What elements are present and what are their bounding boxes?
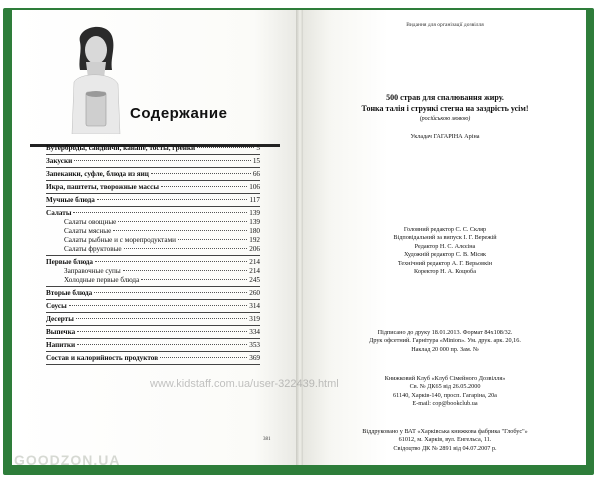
toc-item-label: Салаты фруктовые [64, 245, 122, 253]
toc-separator [46, 312, 260, 313]
toc-separator [46, 255, 260, 256]
toc-separator [46, 286, 260, 287]
toc-item-page: 214 [249, 258, 260, 266]
toc-item-page: 192 [249, 236, 260, 244]
toc-item-label: Салаты мясные [64, 227, 112, 235]
toc-item-page: 66 [252, 170, 260, 178]
book-title-line2: Тонка талія і стрункі стегна на заздрість усім! [361, 104, 529, 113]
printer-line: Свідоцтво ДК № 2891 від 04.07.2007 р. [393, 444, 497, 452]
toc-item [46, 170, 260, 179]
publisher-info [320, 375, 570, 409]
toc-separator [46, 325, 260, 326]
book-title-line1: 500 страв для спалювання жиру. [386, 93, 504, 102]
toc-item-page: 15 [252, 157, 260, 165]
printer-line: 61012, м. Харків, вул. Енгельса, 11. [398, 436, 492, 444]
publisher-line: Св. № ДК65 від 26.05.2000 [409, 383, 481, 391]
toc-leader-dots [73, 212, 247, 213]
toc-item [46, 276, 260, 285]
toc-item-label: Первые блюда [46, 258, 94, 266]
toc-item-page: 314 [249, 302, 260, 310]
toc-leader-dots [178, 239, 247, 240]
page-number: 381 [263, 437, 271, 442]
toc-item [46, 258, 260, 267]
toc-item [46, 183, 260, 192]
toc-leader-dots [76, 318, 247, 319]
credit-line: Художній редактор С. В. Місяк [403, 251, 487, 259]
toc-item-page: 245 [249, 276, 260, 284]
toc-item [46, 218, 260, 227]
toc-item-page: 334 [249, 328, 260, 336]
credit-line: Відповідальний за випуск І. Г. Вережій [393, 234, 497, 242]
toc-leader-dots [69, 305, 248, 306]
toc-item-page: 369 [249, 354, 260, 362]
toc-leader-dots [77, 331, 247, 332]
toc-separator [46, 206, 260, 207]
toc-item [46, 196, 260, 205]
toc-leader-dots [161, 186, 247, 187]
toc-item-label: Заправочные супы [64, 267, 121, 275]
toc-item [46, 302, 260, 311]
toc-leader-dots [118, 221, 247, 222]
toc-item [46, 328, 260, 337]
toc-item [46, 289, 260, 298]
toc-separator [46, 154, 260, 155]
toc-item-label: Мучные блюда [46, 196, 95, 204]
printer-info [320, 428, 570, 453]
publisher-line: 61140, Харків-140, просп. Гагаріна, 20а [393, 391, 497, 399]
toc-item-label: Напитки [46, 341, 76, 349]
toc-item-page: 117 [249, 196, 260, 204]
toc-item-page: 139 [249, 218, 260, 226]
toc-leader-dots [77, 344, 247, 345]
toc-leader-dots [124, 248, 248, 249]
watermark-goodzon: GOODZON.UA [14, 452, 121, 468]
toc-separator [46, 167, 260, 168]
toc-item-page: 214 [249, 267, 260, 275]
compiler: Укладач ГАГАРІНА Аріна [410, 133, 480, 140]
toc-item [46, 236, 260, 245]
publisher-line: E-mail: cop@bookclub.ua [412, 400, 478, 408]
toc-leader-dots [94, 292, 247, 293]
toc-item-page: 180 [249, 227, 260, 235]
toc-item-page: 106 [249, 183, 260, 191]
toc-item-label: Выпечка [46, 328, 76, 336]
table-of-contents [46, 144, 260, 367]
toc-item-label: Состав и калорийность продуктов [46, 354, 159, 362]
toc-leader-dots [151, 173, 251, 174]
toc-item [46, 157, 260, 166]
toc-item-label: Закуски [46, 157, 73, 165]
language-note: (російською мовою) [419, 116, 471, 122]
toc-item [46, 245, 260, 254]
toc-separator [46, 338, 260, 339]
print-info-line: Друк офсетний. Гарнітура «Minion». Ум. друк. арк. 20,16. [369, 337, 521, 345]
toc-item-label: Икра, паштеты, творожные массы [46, 183, 159, 191]
toc-item-page: 319 [249, 315, 260, 323]
toc-leader-dots [141, 279, 247, 280]
toc-separator [46, 364, 260, 365]
toc-item [46, 341, 260, 350]
toc-item-label: Соусы [46, 302, 67, 310]
toc-item-label: Салаты овощные [64, 218, 117, 226]
toc-leader-dots [123, 270, 247, 271]
print-info-line: Підписано до друку 18.01.2013. Формат 84х108/32. [377, 329, 513, 336]
watermark-kidstaff: www.kidstaff.com.ua/user-322439.html [150, 378, 339, 390]
toc-item [46, 315, 260, 324]
toc-leader-dots [74, 160, 251, 161]
toc-leader-dots [197, 147, 254, 148]
toc-item-page: 5 [256, 144, 260, 152]
toc-item-label: Салаты [46, 209, 72, 217]
credit-line: Редактор Н. С. Алєєіна [414, 242, 476, 250]
toc-item-page: 206 [249, 245, 260, 253]
toc-item [46, 144, 260, 153]
credit-line: Технічний редактор А. Г. Верьовкін [397, 259, 493, 267]
toc-item-label: Холодные первые блюда [64, 276, 140, 284]
toc-item-label: Вторые блюда [46, 289, 93, 297]
toc-item-page: 353 [249, 341, 260, 349]
toc-separator [46, 193, 260, 194]
toc-item-label: Салаты рыбные и с морепродуктами [64, 236, 176, 244]
toc-item [46, 354, 260, 363]
credit-line: Головний редактор С. С. Скляр [403, 226, 487, 233]
credits [320, 226, 570, 276]
page-title: Содержание [130, 105, 228, 122]
toc-item-label: Бутерброды, сандвичи, канапе, тосты, гренки [46, 144, 196, 152]
toc-separator [46, 180, 260, 181]
toc-leader-dots [97, 199, 248, 200]
toc-item [46, 267, 260, 276]
toc-item-page: 139 [249, 209, 260, 217]
toc-item [46, 227, 260, 236]
toc-item-label: Десерты [46, 315, 74, 323]
printer-line: Віддруковано у ВАТ «Харківська книжкова фабрика "Глобус"» [362, 428, 528, 435]
toc-separator [46, 351, 260, 352]
toc-leader-dots [95, 261, 247, 262]
print-info [320, 329, 570, 354]
toc-separator [46, 299, 260, 300]
toc-item-page: 260 [249, 289, 260, 297]
toc-leader-dots [113, 230, 247, 231]
publisher-line: Книжковий Клуб «Клуб Сімейного Дозвілля» [384, 375, 506, 382]
toc-item [46, 209, 260, 218]
print-info-line: Наклад 20 000 пр. Зам. № [411, 345, 479, 353]
credit-line: Коректор Н. А. Коцюба [414, 268, 476, 276]
toc-item-label: Запеканки, суфле, блюда из яиц [46, 170, 149, 178]
toc-leader-dots [160, 357, 247, 358]
top-note: Видання для організації дозвілля [406, 22, 484, 28]
